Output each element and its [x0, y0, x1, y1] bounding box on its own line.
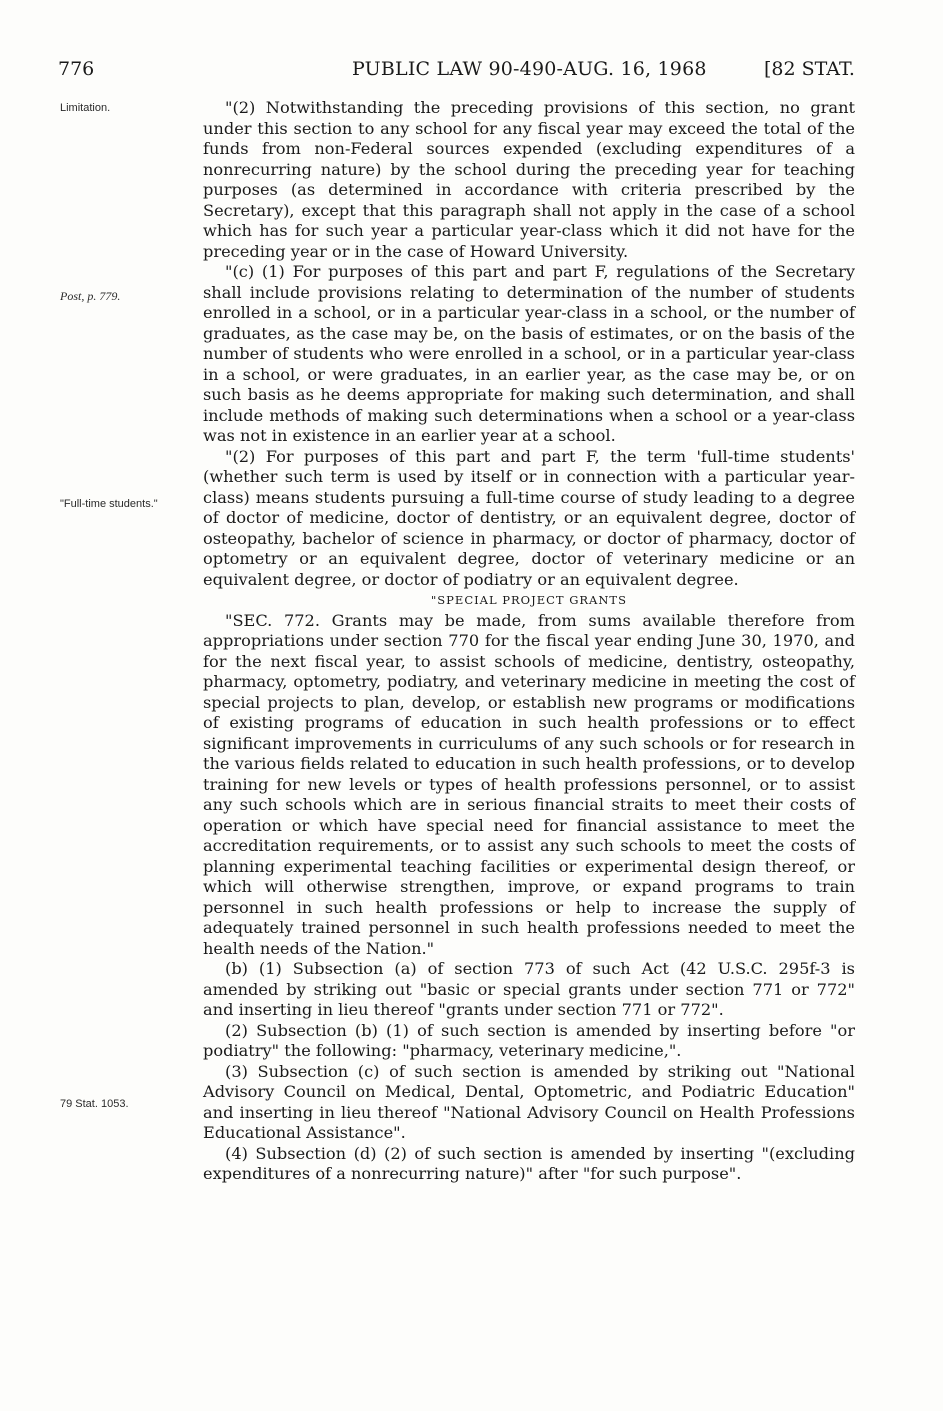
paragraph-sec-772: "SEC. 772. Grants may be made, from sums available therefore from appropriations under section 770 for the fiscal year ending June 30, 1970, and for the next fiscal year, to assist schools of medicine, dentistry, osteopathy, pharmacy, optometry, podiatry, and veterinary medicine in meeting the cost of special projects to plan, develop, or establish new programs or modifications of existing programs of education in such health professions or to effect significant improvements in curriculums of any such schools or for research in the various fields related to education in such health professions, or to develop training for new levels or types of health professions personnel, or to assist any such schools which are in serious financial straits to meet their costs of operation or which have special need for financial assistance to meet the accreditation requirements, or to assist any such schools to meet the costs of planning experimental teaching facilities or experimental design thereof, or which will otherwise strengthen, improve, or expand programs to train personnel in such health professions or help to increase the supply of adequately trained personnel in such health professions needed to meet the health needs of the Nation.": [203, 610, 855, 958]
margin-note-post: Post, p. 779.: [60, 289, 121, 303]
section-heading: "SPECIAL PROJECT GRANTS: [431, 593, 627, 607]
margin-note-79-stat: 79 Stat. 1053.: [60, 1098, 129, 1110]
paragraph-b1: (b) (1) Subsection (a) of section 773 of such Act (42 U.S.C. 295f-3 is amended by striking out "basic or special grants under section 771 or 772" and inserting in lieu thereof "grants under section 771 or 772".: [203, 959, 855, 1019]
margin-note-full-time-students: "Full-time students.": [60, 498, 158, 510]
statute-reference: [82 STAT.: [764, 58, 855, 80]
running-title: PUBLIC LAW 90-490-AUG. 16, 1968: [352, 58, 707, 80]
paragraph-b4: (4) Subsection (d) (2) of such section is amended by inserting "(excluding expenditures of a nonrecurring nature)" after "for such purpose".: [203, 1143, 855, 1183]
margin-note-limitation: Limitation.: [60, 102, 111, 114]
paragraph-b3: (3) Subsection (c) of such section is amended by striking out "National Advisory Council on Medical, Dental, Optometric, and Podiatric Education" and inserting in lieu thereof "National Advisory Council on Health Professions Educational Assistance".: [203, 1061, 855, 1142]
page-number: 776: [58, 58, 95, 80]
body-text: [203, 98, 855, 1185]
paragraph-b2: (2) Subsection (b) (1) of such section is amended by inserting before "or podiatry" the following: "pharmacy, veterinary medicine,".: [203, 1020, 855, 1060]
paragraph-limitation: "(2) Notwithstanding the preceding provisions of this section, no grant under this section to any school for any fiscal year may exceed the total of the funds from non-Federal sources expended (excluding expenditures of a nonrecurring nature) by the school during the preceding year for teaching purposes (as determined in accordance with criteria prescribed by the Secretary), except that this paragraph shall not apply in the case of a school which has for such year a particular year-class which it did not have for the preceding year or in the case of Howard University.: [203, 98, 855, 261]
paragraph-full-time-students: "(2) For purposes of this part and part F, the term 'full-time students' (whether such term is used by itself or in connection with a particular year-class) means students pursuing a full-time course of study leading to a degree of doctor of medicine, doctor of dentistry, or an equivalent degree, doctor of osteopathy, bachelor of science in pharmacy, or doctor of pharmacy, doctor of optometry or an equivalent degree, doctor of veterinary medicine or an equivalent degree, or doctor of podiatry or an equivalent degree.: [203, 446, 855, 589]
paragraph-c1: "(c) (1) For purposes of this part and part F, regulations of the Secretary shall include provisions relating to determination of the number of students enrolled in a school, or in a particular year-class in a school, or the number of graduates, as the case may be, on the basis of estimates, or on the basis of the number of students who were enrolled in a school, or in a particular year-class in a school, or were graduates, in an earlier year, as the case may be, or on such basis as he deems appropriate for making such determination, and shall include methods of making such determinations when a school or a year-class was not in existence in an earlier year at a school.: [203, 262, 855, 445]
